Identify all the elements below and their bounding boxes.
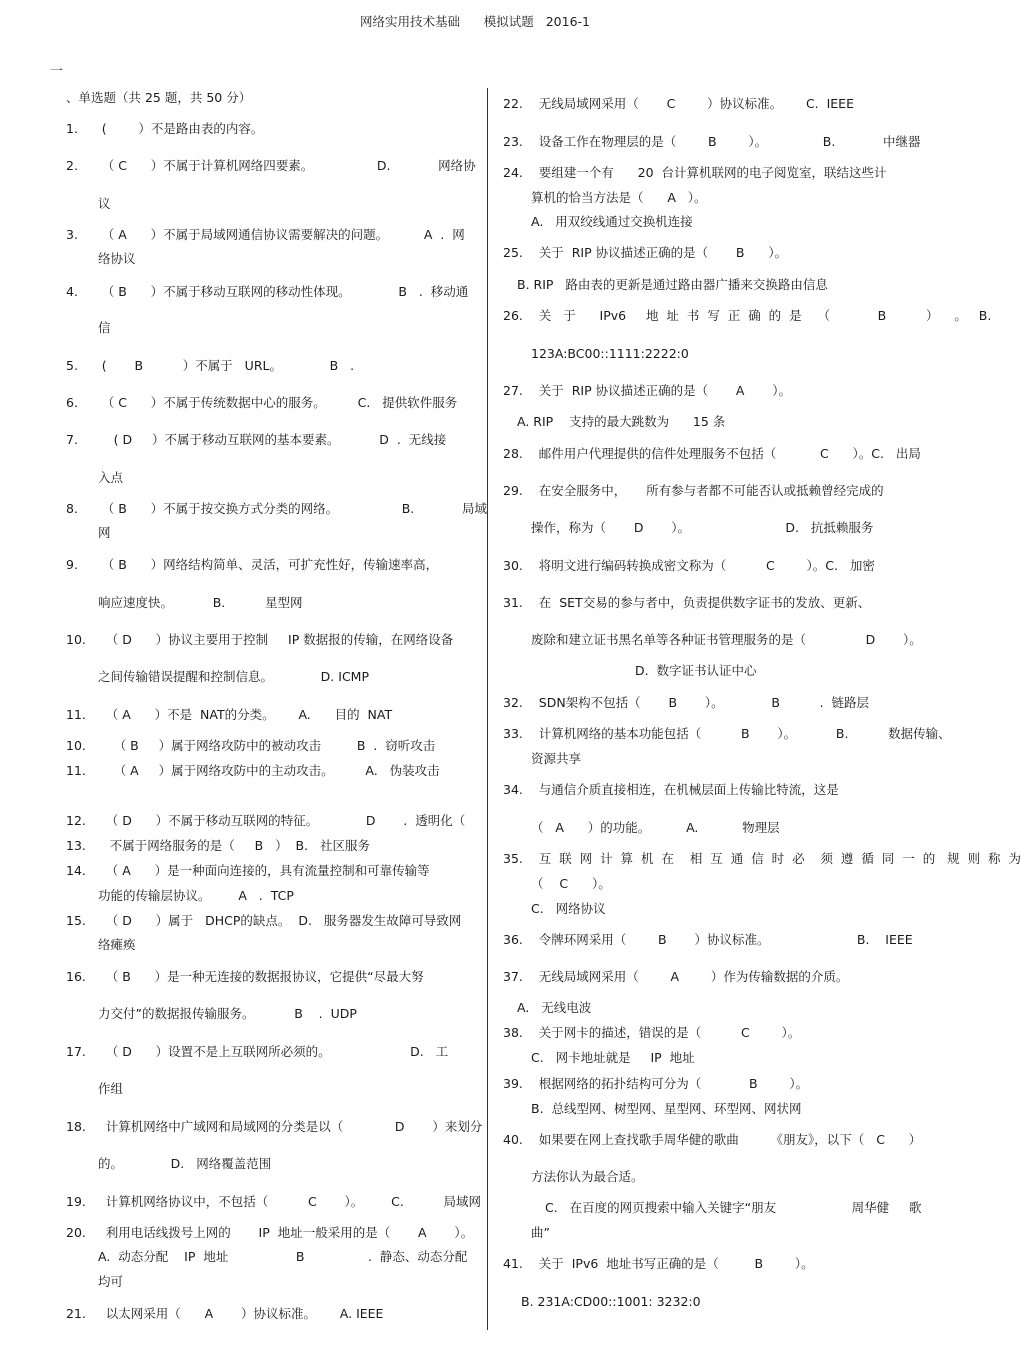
question-line: D. 数字证书认证中心 [635,663,757,678]
question-line: 7. ( D ）不属于移动互联网的基本要素。 D . 无线接 [66,432,447,447]
question-line: 3. （ A ）不属于局域网通信协议需要解决的问题。 A . 网 [66,227,465,242]
question-line: 11. （ A ）属于网络攻防中的主动攻击。 A. 伪装攻击 [66,763,440,778]
question-line: 议 [98,196,111,211]
question-line: 15. （ D ）属于 DHCP的缺点。 D. 服务器发生故障可导致网 [66,913,462,928]
question-line: 资源共享 [531,751,582,766]
question-line: B. RIP 路由表的更新是通过路由器广播来交换路由信息 [517,277,828,292]
question-line: 网 [98,525,111,540]
question-line: 40. 如果要在网上查找歌手周华健的歌曲 《朋友》，以下（ C ） [503,1132,922,1147]
question-line: 35. 互 联 网 计 算 机 在 相 互 通 信 时 必 须 遵 循 同 一 的 规 则 称 为 [503,851,1021,866]
question-line: 10. （ D ）协议主要用于控制 IP 数据报的传输，在网络设备 [66,632,454,647]
question-line: 12. （ D ）不属于移动互联网的特征。 D . 透明化（ [66,813,466,828]
question-line: 、单选题（共 25 题，共 50 分） [66,90,252,105]
section-mark: 一 [50,64,64,79]
question-line: 操作，称为（ D ）。 D. 抗抵赖服务 [531,520,874,535]
question-line: 29. 在安全服务中， 所有参与者都不可能否认或抵赖曾经完成的 [503,483,884,498]
question-line: 13. 不属于网络服务的是（ B ） B. 社区服务 [66,838,370,853]
question-line: （ A ）的功能。 A. 物理层 [531,820,780,835]
column-divider [487,88,488,1330]
question-line: 30. 将明文进行编码转换成密文称为（ C ）。C. 加密 [503,558,875,573]
question-line: 方法你认为最合适。 [531,1169,644,1184]
question-line: 4. （ B ）不属于移动互联网的移动性体现。 B . 移动通 [66,284,469,299]
question-line: 之间传输错误提醒和控制信息。 D. ICMP [98,669,369,684]
question-line: B. 231A:CD00::1001: 3232:0 [521,1294,701,1309]
question-line: 9. （ B ）网络结构简单、灵活，可扩充性好，传输速率高， [66,557,439,572]
question-line: 10. （ B ）属于网络攻防中的被动攻击 B . 窃听攻击 [66,738,436,753]
question-line: 17. （ D ）设置不是上互联网所必须的。 D. 工 [66,1044,449,1059]
question-line: 1. ( ）不是路由表的内容。 [66,121,264,136]
question-line: 均可 [98,1274,124,1289]
question-line: A. 用双绞线通过交换机连接 [531,214,693,229]
question-line: 34. 与通信介质直接相连，在机械层面上传输比特流，这是 [503,782,839,797]
question-line: C. 网络协议 [531,901,606,916]
question-line: 24. 要组建一个有 20 台计算机联网的电子阅览室，联结这些计 [503,165,887,180]
question-line: 18. 计算机网络中广域网和局域网的分类是以（ D ）来划分 [66,1119,483,1134]
question-line: A. 动态分配 IP 地址 B . 静态、动态分配 [98,1249,468,1264]
question-line: 25. 关于 RIP 协议描述正确的是（ B ）。 [503,245,788,260]
question-line: 14. （ A ）是一种面向连接的，具有流量控制和可靠传输等 [66,863,430,878]
question-line: 28. 邮件用户代理提供的信件处理服务不包括（ C ）。C. 出局 [503,446,921,461]
question-line: 37. 无线局域网采用（ A ）作为传输数据的介质。 [503,969,849,984]
question-line: 41. 关于 IPv6 地址书写正确的是（ B ）。 [503,1256,814,1271]
question-line: 27. 关于 RIP 协议描述正确的是（ A ）。 [503,383,792,398]
question-line: 22. 无线局域网采用（ C ）协议标准。 C. IEEE [503,96,854,111]
question-line: 32. SDN架构不包括（ B ）。 B . 链路层 [503,695,870,710]
question-line: 19. 计算机网络协议中，不包括（ C ）。 C. 局域网 [66,1194,482,1209]
question-line: 功能的传输层协议。 A . TCP [98,888,294,903]
question-line: C. 网卡地址就是 IP 地址 [531,1050,695,1065]
question-line: 6. （ C ）不属于传统数据中心的服务。 C. 提供软件服务 [66,395,458,410]
question-line: A. 无线电波 [517,1000,592,1015]
question-line: 废除和建立证书黑名单等各种证书管理服务的是（ D ）。 [531,632,922,647]
page-title: 网络实用技术基础 模拟试题 2016-1 [359,14,591,29]
question-line: 的。 D. 网络覆盖范围 [98,1156,272,1171]
question-line: 曲” [531,1225,550,1240]
question-line: 信 [98,320,111,335]
question-line: 络协议 [98,251,136,266]
question-line: 11. （ A ）不是 NAT的分类。 A. 目的 NAT [66,707,393,722]
question-line: 入点 [98,470,124,485]
question-line: 作组 [98,1081,124,1096]
question-line: 31. 在 SET交易的参与者中，负责提供数字证书的发放、更新、 [503,595,871,610]
question-line: 33. 计算机网络的基本功能包括（ B ）。 B. 数据传输、 [503,726,951,741]
question-line: C. 在百度的网页搜索中输入关键字“朋友 周华健 歌 [545,1200,922,1215]
question-line: 5. ( B ）不属于 URL。 B . [66,358,355,373]
question-line: 络瘫痪 [98,937,136,952]
question-line: 36. 令牌环网采用（ B ）协议标准。 B. IEEE [503,932,913,947]
question-line: 16. （ B ）是一种无连接的数据报协议，它提供“尽最大努 [66,969,424,984]
question-line: 力交付”的数据报传输服务。 B . UDP [98,1006,357,1021]
question-line: 2. （ C ）不属于计算机网络四要素。 D. 网络协 [66,158,476,173]
question-line: 26. 关 于 IPv6 地 址 书 写 正 确 的 是 （ B ） 。 B. [503,308,992,323]
question-line: 123A:BC00::1111:2222:0 [531,346,689,361]
question-line: B. 总线型网、树型网、星型网、环型网、网状网 [531,1101,802,1116]
question-line: 21. 以太网采用（ A ）协议标准。 A. IEEE [66,1306,384,1321]
question-line: 39. 根据网络的拓扑结构可分为（ B ）。 [503,1076,809,1091]
question-line: 8. （ B ）不属于按交换方式分类的网络。 B. 局域 [66,501,487,516]
question-line: 23. 设备工作在物理层的是（ B ）。 B. 中继器 [503,134,921,149]
question-line: 算机的恰当方法是（ A ）。 [531,190,707,205]
question-line: 响应速度快。 B. 星型网 [98,595,303,610]
question-line: 20. 利用电话线拨号上网的 IP 地址一般采用的是（ A ）。 [66,1225,474,1240]
left-question-column [66,0,487,1345]
question-line: （ C ）。 [531,876,611,891]
question-line: 38. 关于网卡的描述，错误的是（ C ）。 [503,1025,801,1040]
right-question-column [503,0,1021,1345]
question-line: A. RIP 支持的最大跳数为 15 条 [517,414,726,429]
